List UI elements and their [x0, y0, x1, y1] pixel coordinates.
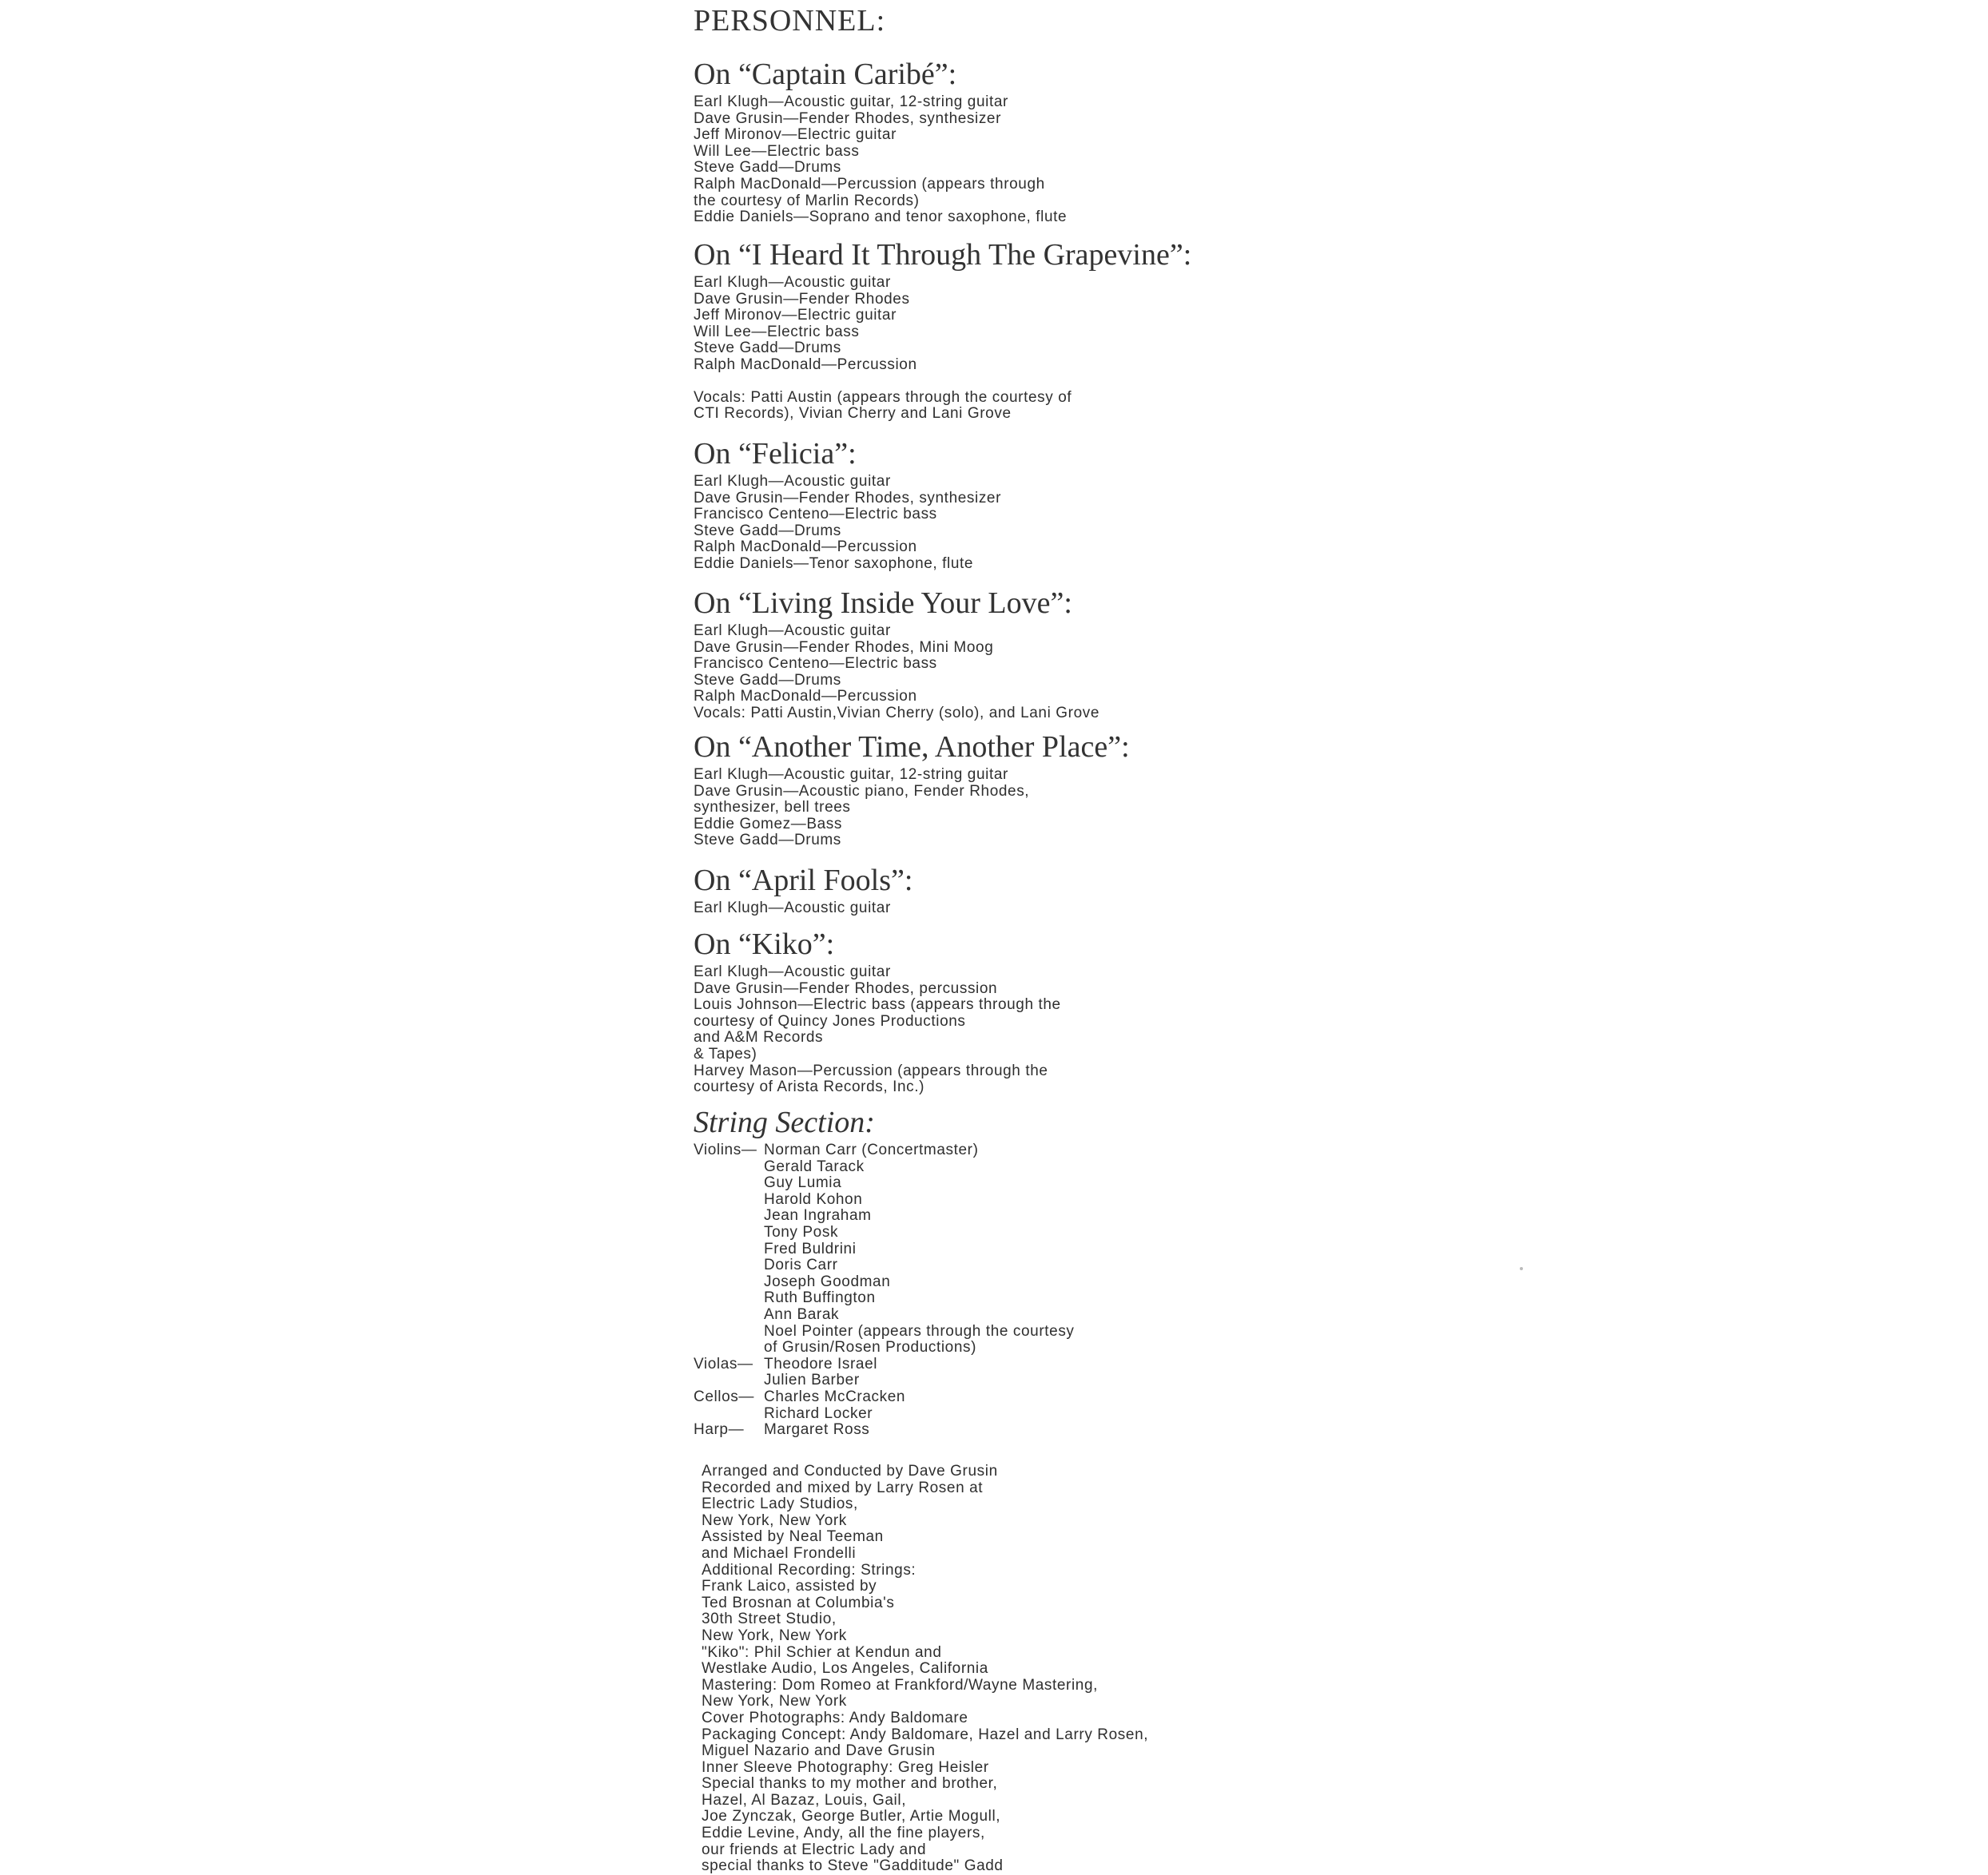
credit-line: Recorded and mixed by Larry Rosen at — [702, 1479, 984, 1496]
instrument-label: Violas— — [694, 1355, 753, 1372]
player-name: Doris Carr — [764, 1257, 838, 1274]
vocals-line: CTI Records), Vivian Cherry and Lani Grove — [694, 405, 1012, 423]
player-name: Harold Kohon — [764, 1190, 863, 1208]
credit-line: Eddie Gomez—Bass — [694, 815, 842, 832]
credit-line: Ralph MacDonald—Percussion — [694, 688, 917, 705]
credit-line: New York, New York — [702, 1512, 847, 1529]
credit-line: Additional Recording: Strings: — [702, 1561, 916, 1579]
credit-line: Earl Klugh—Acoustic guitar — [694, 473, 891, 490]
instrument-label: Cellos— — [694, 1388, 754, 1405]
credit-line: courtesy of Quincy Jones Productions — [694, 1012, 966, 1030]
credit-line: Ralph MacDonald—Percussion — [694, 356, 917, 373]
player-name: Joseph Goodman — [764, 1273, 891, 1290]
credit-line: & Tapes) — [694, 1045, 757, 1063]
credit-line: Earl Klugh—Acoustic guitar, 12-string guitar — [694, 766, 1008, 783]
credit-line: Ralph MacDonald—Percussion — [694, 538, 917, 556]
credit-line: Ted Brosnan at Columbia's — [702, 1594, 895, 1611]
credit-line: Earl Klugh—Acoustic guitar — [694, 900, 891, 916]
player-name: Charles McCracken — [764, 1388, 906, 1405]
section-heading: On “I Heard It Through The Grapevine”: — [694, 238, 1192, 272]
player-name: Jean Ingraham — [764, 1207, 872, 1225]
section-heading: On “April Fools”: — [694, 864, 913, 897]
credit-line: Eddie Levine, Andy, all the fine players, — [702, 1825, 985, 1842]
player-name: Richard Locker — [764, 1404, 873, 1422]
credit-line: Steve Gadd—Drums — [694, 159, 841, 177]
credit-line: Westlake Audio, Los Angeles, California — [702, 1660, 988, 1678]
instrument-label: Violins— — [694, 1142, 757, 1158]
credit-line: Dave Grusin—Fender Rhodes, synthesizer — [694, 489, 1002, 506]
credit-line: Dave Grusin—Acoustic piano, Fender Rhodes, — [694, 782, 1030, 800]
string-group-violas — [694, 1357, 1301, 1389]
credit-line: the courtesy of Marlin Records) — [694, 192, 920, 209]
credit-line: Earl Klugh—Acoustic guitar, 12-string guitar — [694, 93, 1008, 110]
player-name: Gerald Tarack — [764, 1158, 865, 1175]
credit-line: Earl Klugh—Acoustic guitar — [694, 274, 891, 291]
player-name: Ann Barak — [764, 1305, 840, 1323]
credit-line: and A&M Records — [694, 1029, 824, 1047]
string-group-cellos — [694, 1389, 1301, 1422]
instrument-label: Harp— — [694, 1421, 745, 1439]
section-string-section — [694, 1102, 1301, 1439]
credit-line: Harvey Mason—Percussion (appears through the — [694, 1062, 1048, 1079]
credit-line: Steve Gadd—Drums — [694, 671, 841, 689]
section-felicia — [694, 434, 1301, 573]
section-living-inside-your-love — [694, 583, 1301, 722]
page-title: PERSONNEL: — [694, 4, 886, 38]
credit-line: Hazel, Al Bazaz, Louis, Gail, — [702, 1791, 907, 1809]
credit-line: Will Lee—Electric bass — [694, 142, 860, 160]
credit-line: Louis Johnson—Electric bass (appears through the — [694, 996, 1061, 1014]
credit-line: Special thanks to my mother and brother, — [702, 1775, 998, 1793]
player-name: Margaret Ross — [764, 1421, 870, 1439]
credit-line: Miguel Nazario and Dave Grusin — [702, 1742, 936, 1760]
credit-line: Dave Grusin—Fender Rhodes, synthesizer — [694, 109, 1002, 127]
credit-line: Dave Grusin—Fender Rhodes — [694, 290, 910, 308]
credit-line: Ralph MacDonald—Percussion (appears through — [694, 175, 1045, 193]
section-grapevine — [694, 235, 1301, 423]
player-name: Norman Carr (Concertmaster) — [764, 1142, 979, 1158]
section-heading: On “Another Time, Another Place”: — [694, 730, 1130, 764]
credit-line: Steve Gadd—Drums — [694, 522, 841, 539]
credit-line: Steve Gadd—Drums — [694, 340, 841, 357]
credit-line: our friends at Electric Lady and — [702, 1841, 927, 1858]
section-heading: On “Kiko”: — [694, 928, 835, 961]
credit-line: Eddie Daniels—Soprano and tenor saxophone, flute — [694, 209, 1068, 226]
credit-line: New York, New York — [702, 1693, 847, 1710]
credit-line: Packaging Concept: Andy Baldomare, Hazel and Larry Rosen, — [702, 1726, 1149, 1743]
credit-line: Jeff Mironov—Electric guitar — [694, 126, 897, 144]
section-heading: On “Felicia”: — [694, 437, 857, 471]
production-credits — [702, 1464, 1309, 1875]
credit-line: Mastering: Dom Romeo at Frankford/Wayne Mastering, — [702, 1676, 1099, 1694]
credit-line: and Michael Frondelli — [702, 1544, 857, 1562]
string-group-harp — [694, 1422, 1301, 1439]
credit-line: Will Lee—Electric bass — [694, 323, 860, 340]
credit-line: Dave Grusin—Fender Rhodes, percussion — [694, 979, 998, 997]
credit-line: Arranged and Conducted by Dave Grusin — [702, 1463, 998, 1480]
credit-line: 30th Street Studio, — [702, 1611, 837, 1628]
section-another-time — [694, 727, 1301, 849]
section-kiko — [694, 924, 1301, 1096]
section-heading: On “Living Inside Your Love”: — [694, 586, 1072, 620]
credit-line: Eddie Daniels—Tenor saxophone, flute — [694, 554, 974, 572]
player-name: Fred Buldrini — [764, 1240, 857, 1257]
credit-line: Cover Photographs: Andy Baldomare — [702, 1709, 968, 1726]
player-name: Guy Lumia — [764, 1174, 842, 1192]
credit-line: Steve Gadd—Drums — [694, 832, 841, 849]
credit-line: Assisted by Neal Teeman — [702, 1528, 884, 1546]
section-heading: On “Captain Caribé”: — [694, 58, 957, 91]
credit-line: synthesizer, bell trees — [694, 799, 851, 816]
credit-line: courtesy of Arista Records, Inc.) — [694, 1079, 925, 1096]
print-speck — [1520, 1267, 1523, 1270]
player-name: Noel Pointer (appears through the courtesy — [764, 1322, 1075, 1340]
credit-line: Joe Zynczak, George Butler, Artie Mogull, — [702, 1808, 1001, 1825]
credit-line: Dave Grusin—Fender Rhodes, Mini Moog — [694, 638, 994, 656]
vocals-line: Vocals: Patti Austin (appears through the courtesy of — [694, 388, 1072, 406]
credit-line: Vocals: Patti Austin,Vivian Cherry (solo), and Lani Grove — [694, 704, 1100, 721]
string-group-violins — [694, 1142, 1301, 1357]
player-name: Theodore Israel — [764, 1355, 878, 1372]
credit-line: Francisco Centeno—Electric bass — [694, 655, 937, 673]
credit-line: New York, New York — [702, 1627, 847, 1644]
section-heading: String Section: — [694, 1106, 875, 1139]
credit-line: "Kiko": Phil Schier at Kendun and — [702, 1643, 942, 1661]
credit-line: special thanks to Steve "Gadditude" Gadd — [702, 1857, 1004, 1875]
credit-line: Earl Klugh—Acoustic guitar — [694, 963, 891, 980]
credit-line: Frank Laico, assisted by — [702, 1578, 877, 1595]
player-name: of Grusin/Rosen Productions) — [764, 1339, 977, 1357]
credit-line: Jeff Mironov—Electric guitar — [694, 307, 897, 324]
section-april-fools — [694, 860, 1301, 917]
credit-line: Francisco Centeno—Electric bass — [694, 506, 937, 523]
player-name: Ruth Buffington — [764, 1289, 876, 1307]
section-captain-caribe — [694, 54, 1301, 226]
credit-line: Electric Lady Studios, — [702, 1496, 858, 1513]
credit-line: Earl Klugh—Acoustic guitar — [694, 622, 891, 639]
player-name: Julien Barber — [764, 1372, 860, 1389]
credit-line: Inner Sleeve Photography: Greg Heisler — [702, 1758, 989, 1776]
player-name: Tony Posk — [764, 1223, 839, 1241]
